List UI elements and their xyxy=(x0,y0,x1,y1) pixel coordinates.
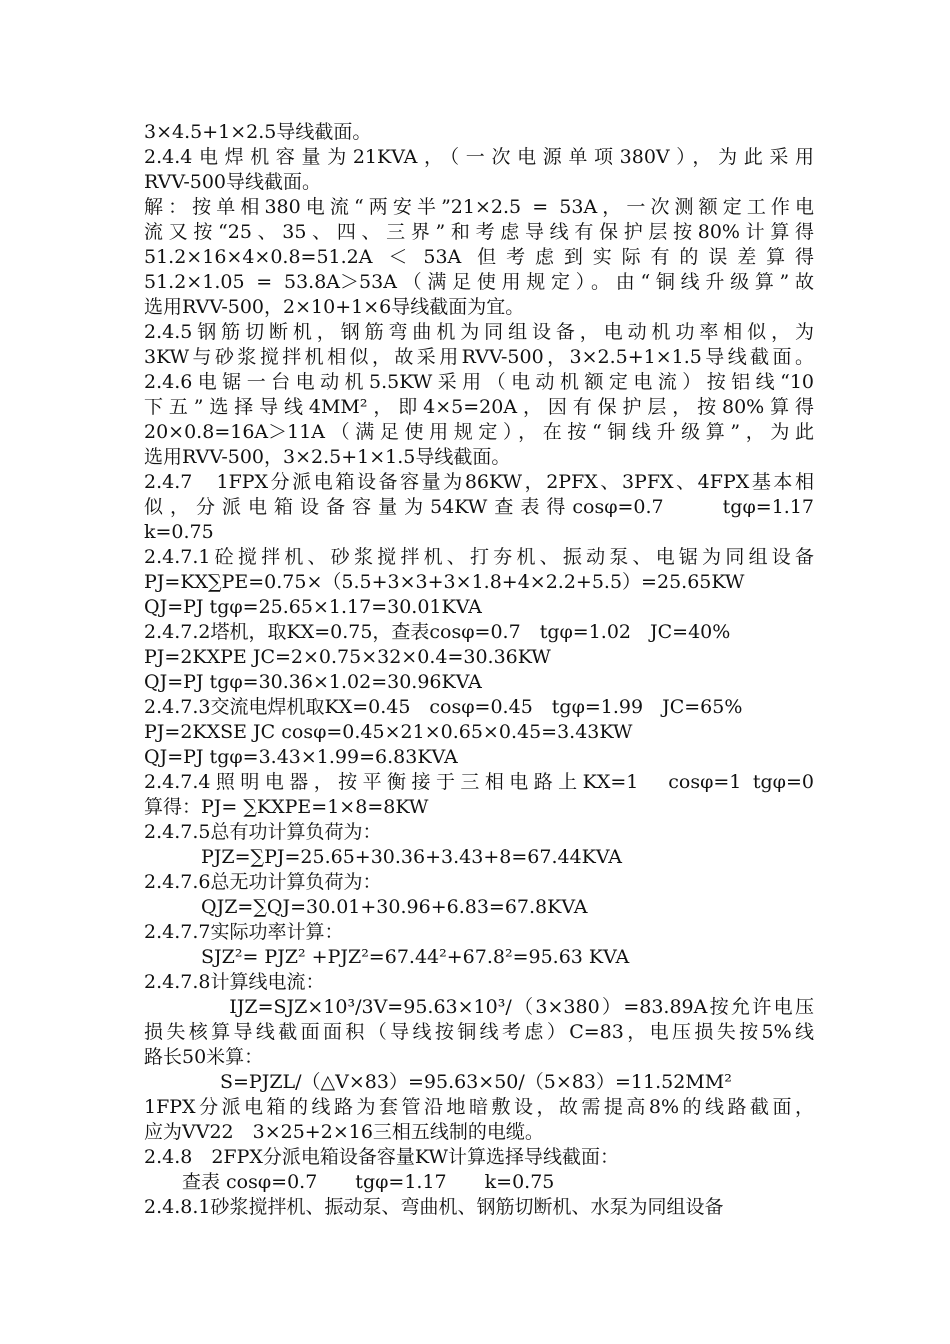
text-line: 2.4.7.3交流电焊机取KX=0.45 cosφ=0.45 tgφ=1.99 JC=65% xyxy=(144,696,743,718)
text-line: QJ=PJ tgφ=3.43×1.99=6.83KVA xyxy=(144,746,458,768)
text-line: 算得：PJ= ∑KXPE=1×8=8KW xyxy=(144,796,429,818)
text-line: 似，分派电箱设备容量为54KW查表得cosφ=0.7 tgφ=1.17 xyxy=(144,496,814,518)
text-line: 2.4.7.2塔机，取KX=0.75，查表cosφ=0.7 tgφ=1.02 JC=40% xyxy=(144,621,731,643)
text-line: 51.2×16×4×0.8=51.2A ＜ 53A 但考虑到实际有的误差算得 xyxy=(144,246,814,268)
text-line: 20×0.8=16A＞11A（满足使用规定），在按“铜线升级算”，为此 xyxy=(144,421,814,443)
text-line: 2.4.8 2FPX分派电箱设备容量KW计算选择导线截面： xyxy=(144,1146,619,1168)
text-line: PJZ=∑PJ=25.65+30.36+3.43+8=67.44KVA xyxy=(144,846,623,868)
text-line: 下五”选择导线4MM²，即4×5=20A，因有保护层，按80%算得 xyxy=(144,396,814,418)
text-line: SJZ²= PJZ² +PJZ²=67.44²+67.8²=95.63 KVA xyxy=(144,946,630,968)
text-line: QJ=PJ tgφ=30.36×1.02=30.96KVA xyxy=(144,671,482,693)
text-line: 3KW与砂浆搅拌机相似，故采用RVV-500，3×2.5+1×1.5导线截面。 xyxy=(144,346,814,368)
text-line: QJ=PJ tgφ=25.65×1.17=30.01KVA xyxy=(144,596,482,618)
text-line: 应为VV22 3×25+2×16三相五线制的电缆。 xyxy=(144,1121,544,1143)
text-line: 查表 cosφ=0.7 tgφ=1.17 k=0.75 xyxy=(144,1171,555,1193)
text-line: IJZ=SJZ×10³/3V=95.63×10³/（3×380）=83.89A按允许电压 xyxy=(144,996,814,1018)
text-line: 路长50米算： xyxy=(144,1046,264,1068)
text-line: PJ=2KXSE JC cosφ=0.45×21×0.65×0.45=3.43KW xyxy=(144,721,633,743)
text-line: 2.4.6电锯一台电动机5.5KW采用（电动机额定电流）按铝线“10 xyxy=(144,371,814,393)
text-line: 51.2×1.05 = 53.8A＞53A（满足使用规定）。由“铜线升级算”故 xyxy=(144,271,814,293)
text-line: 损失核算导线截面面积（导线按铜线考虑）C=83，电压损失按5%线 xyxy=(144,1021,814,1043)
text-line: 选用RVV-500，3×2.5+1×1.5导线截面。 xyxy=(144,446,511,468)
text-line: 2.4.7.6总无功计算负荷为： xyxy=(144,871,382,893)
text-line: 2.4.7.5总有功计算负荷为： xyxy=(144,821,382,843)
text-line: 3×4.5+1×2.5导线截面。 xyxy=(144,121,372,143)
text-line: k=0.75 xyxy=(144,521,214,543)
text-line: 1FPX分派电箱的线路为套管沿地暗敷设，故需提高8%的线路截面， xyxy=(144,1096,814,1118)
text-line: 2.4.7.4照明电器，按平衡接于三相电路上KX=1 cosφ=1 tgφ=0 xyxy=(144,771,814,793)
text-line: 2.4.7.1砼搅拌机、砂浆搅拌机、打夯机、振动泵、电锯为同组设备 xyxy=(144,546,814,568)
text-line: 2.4.4电焊机容量为21KVA，（一次电源单项380V），为此采用 xyxy=(144,146,814,168)
text-line: 流又按“25、35、四、三界”和考虑导线有保护层按80%计算得 xyxy=(144,221,814,243)
text-line: 2.4.5钢筋切断机，钢筋弯曲机为同组设备，电动机功率相似，为 xyxy=(144,321,814,343)
text-line: S=PJZL/（△V×83）=95.63×50/（5×83）=11.52MM² xyxy=(144,1071,732,1093)
text-line: 解：按单相380电流“两安半”21×2.5 = 53A，一次测额定工作电 xyxy=(144,196,814,218)
text-line: 2.4.7.8计算线电流： xyxy=(144,971,325,993)
text-line: QJZ=∑QJ=30.01+30.96+6.83=67.8KVA xyxy=(144,896,588,918)
text-line: 2.4.7.7实际功率计算： xyxy=(144,921,344,943)
text-line: PJ=KX∑PE=0.75×（5.5+3×3+3×1.8+4×2.2+5.5）=25.65KW xyxy=(144,571,745,593)
document-page xyxy=(144,120,814,1220)
text-line: 2.4.8.1砂浆搅拌机、振动泵、弯曲机、钢筋切断机、水泵为同组设备 xyxy=(144,1196,724,1218)
text-line: 2.4.7 1FPX分派电箱设备容量为86KW，2PFX、3PFX、4FPX基本相 xyxy=(144,471,814,493)
text-line: PJ=2KXPE JC=2×0.75×32×0.4=30.36KW xyxy=(144,646,551,668)
text-line: RVV-500导线截面。 xyxy=(144,171,322,193)
text-line: 选用RVV-500，2×10+1×6导线截面为宜。 xyxy=(144,296,525,318)
